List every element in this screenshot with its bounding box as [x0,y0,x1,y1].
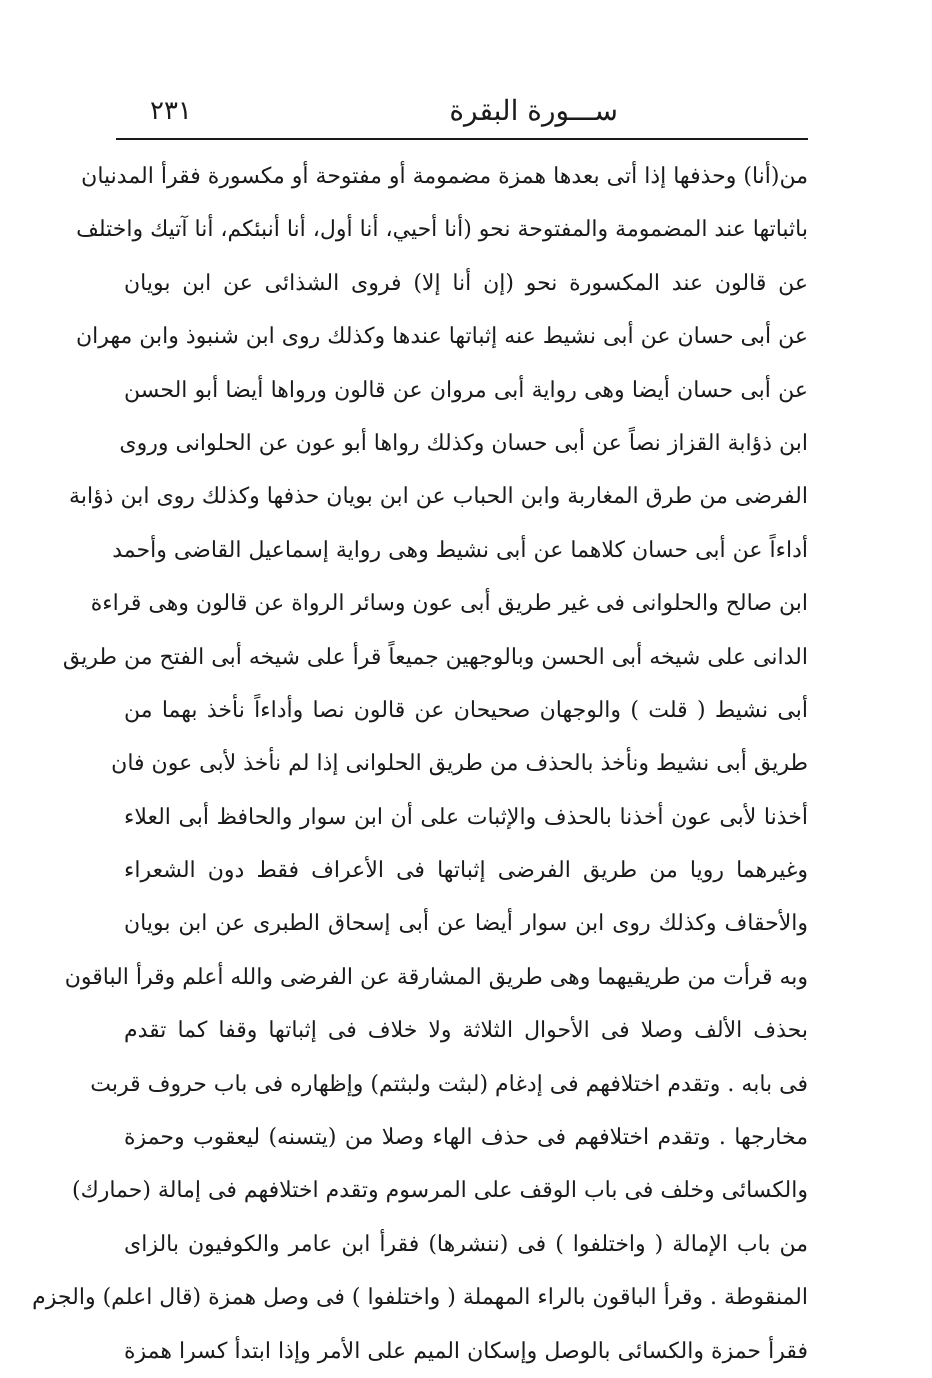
text-line: وغيرهما رويا من طريق الفرضى إثباتها فى الأعراف فقط دون الشعراء [124,858,808,884]
body-text [32,150,808,1378]
text-line: والأحقاف وكذلك روى ابن سوار أيضا عن أبى إسحاق الطبرى عن ابن بويان [124,911,808,937]
text-line: عن أبى حسان عن أبى نشيط عنه إثباتها عندها وكذلك روى ابن شنبوذ وابن مهران [75,324,808,350]
running-head [118,92,808,138]
text-line: والكسائى وخلف فى باب الوقف على المرسوم وتقدم اختلافهم فى إمالة (حمارك) [71,1178,808,1204]
text-line: مخارجها . وتقدم اختلافهم فى حذف الهاء وصلا من (يتسنه) ليعقوب وحمزة [124,1125,808,1151]
text-line: وبه قرأت من طريقيهما وهى طريق المشارقة عن الفرضى والله أعلم وقرأ الباقون [64,964,808,990]
text-line: بحذف الألف وصلا فى الأحوال الثلاثة ولا خلاف فى إثباتها وقفا كما تقدم [124,1018,808,1044]
page-number: ٢٣١ [150,96,192,126]
text-line: من(أنا) وحذفها إذا أتى بعدها همزة مضمومة أو مفتوحة أو مكسورة فقرأ المدنيان [81,164,808,189]
text-line: فقرأ حمزة والكسائى بالوصل وإسكان الميم على الأمر وإذا ابتدأ كسرا همزة [124,1338,808,1364]
text-line: ابن ذؤابة القزاز نصاً عن أبى حسان وكذلك رواها أبو عون عن الحلوانى وروى [119,430,808,456]
text-line: باثباتها عند المضمومة والمفتوحة نحو (أنا أحيي، أنا أول، أنا أنبئكم، أنا آتيك واختلف [76,217,808,243]
text-line: من باب الإمالة ( واختلفوا ) فى (ننشرها) فقرأ ابن عامر والكوفيون بالزاى [124,1231,808,1257]
text-line: الدانى على شيخه أبى الحسن وبالوجهين جميعاً قرأ على شيخه أبى الفتح من طريق [62,644,808,670]
text-line: أخذنا لأبى عون أخذنا بالحذف والإثبات على أن ابن سوار والحافظ أبى العلاء [124,804,808,830]
text-line: أداءاً عن أبى حسان كلاهما عن أبى نشيط وهى رواية إسماعيل القاضى وأحمد [112,537,808,563]
surah-title: ســـورة البقرة [449,94,618,127]
text-line: فى بابه . وتقدم اختلافهم فى إدغام (لبثت ولبثتم) وإظهاره فى باب حروف قربت [90,1071,808,1097]
text-line: أبى نشيط ( قلت ) والوجهان صحيحان عن قالون نصا وأداءاً نأخذ بهما من [124,697,808,723]
text-line: الفرضى من طرق المغاربة وابن الحباب عن ابن بويان حذفها وكذلك روى ابن ذؤابة [69,484,808,510]
text-line: المنقوطة . وقرأ الباقون بالراء المهملة ( واختلفوا ) فى وصل همزة (قال اعلم) والجزم [32,1285,808,1311]
text-line: ابن صالح والحلوانى فى غير طريق أبى عون وسائر الرواة عن قالون وهى قراءة [90,591,808,617]
text-line: عن أبى حسان أيضا وهى رواية أبى مروان عن قالون ورواها أيضا أبو الحسن [124,377,808,403]
text-line: عن قالون عند المكسورة نحو (إن أنا إلا) فروى الشذائى عن ابن بويان [124,270,808,296]
text-line: طريق أبى نشيط ونأخذ بالحذف من طريق الحلوانى إذا لم نأخذ لأبى عون فان [111,751,808,777]
header-rule [116,138,808,140]
